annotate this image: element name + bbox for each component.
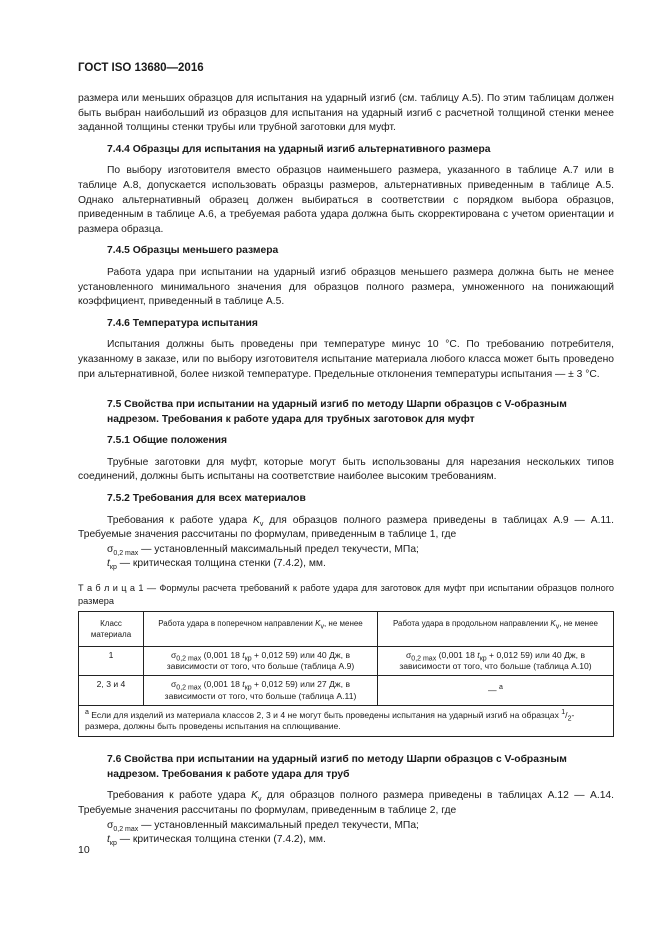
cell-class: 1 <box>79 647 144 676</box>
table-row <box>79 647 614 676</box>
header-class: Класс материала <box>79 612 144 647</box>
definition-t: $t_{кр}$ — критическая толщина стенки (7.4.2), мм. <box>107 834 326 848</box>
cell-longitudinal: $\sigma_{0,2 max}$ (0,001 18 $t_{кр} + 0,012$ 59) или 40 Дж, в зависимости от того, что больше (таблица А.10) <box>378 647 614 676</box>
section-7-4-6-heading: 7.4.6 Температура испытания <box>107 317 258 329</box>
section-7-4-5-heading: 7.4.5 Образцы меньшего размера <box>107 245 279 257</box>
cell-longitudinal: — $^a$ <box>378 676 614 705</box>
section-7-4-4-text: По выбору изготовителя вместо образцов наименьшего размера, указанного в таблице А.7 или в таблице А.8, допускается использовать образцы размеров, альтернативных приведенным в таблице А.5. Однако альтернативный образец должен выбираться в соответствии с порядком выбора образцов, приведенным в таблице А.6, а требуемая работа удара должна быть скорректирована с учетом ориентации и размера образца. <box>78 165 614 235</box>
section-7-5-1-text: Трубные заготовки для муфт, которые могут быть использованы для нарезания нескольких типов соединений, должны быть испытаны на соответствие наиболее высоким требованиям. <box>78 456 614 483</box>
intro-paragraph: размера или меньших образцов для испытания на ударный изгиб (см. таблицу А.5). По этим таблицам должен быть выбран наибольший из образцов для испытания на ударный изгиб с расчетной толщиной стенки менее заданной толщины стенки трубы или трубной заготовки для муфт. <box>78 93 614 134</box>
page-number: 10 <box>78 844 90 856</box>
section-7-6-text: Требования к работе удара $K_v$ для образцов полного размера приведены в таблицах А.12 — А.14. Требуемые значения рассчитаны по формулам, приведенным в таблице 2, где <box>78 790 615 817</box>
table-1-caption: Т а б л и ц а 1 — Формулы расчета требований к работе удара для заготовок для муфт при испытании образцов полного размера <box>78 583 614 607</box>
section-7-5-1-heading: 7.5.1 Общие положения <box>107 435 227 447</box>
section-7-4-6-text: Испытания должны быть проведены при температуре минус 10 °С. По требованию потребителя, указанному в заказе, или по выбору изготовителя испытание материала любого класса может быть проведено при альтернативной, более низкой температуре. Предельные отклонения температуры испытания — ± 3 °С. <box>78 339 614 380</box>
page-content <box>78 92 614 848</box>
table-header-row <box>79 612 614 647</box>
section-7-5-2-text: Требования к работе удара $K_v$ для образцов полного размера приведены в таблицах А.9 — А.11. Требуемые значения рассчитаны по формулам, приведенным в таблице 1, где <box>78 514 614 541</box>
section-7-5-heading: 7.5 Свойства при испытании на ударный изгиб по методу Шарпи образцов с V-образным надрезом. Требования к работе удара для трубных заготовок для муфт <box>107 399 567 425</box>
header-longitudinal: Работа удара в продольном направлении $K_v$, не менее <box>378 612 614 647</box>
section-7-4-5-text: Работа удара при испытании на ударный изгиб образцов меньшего размера должна быть не менее установленного минимального значения для образцов полного размера, умноженного на понижающий коэффициент, приведенный в таблице А.5. <box>78 266 614 308</box>
table-1 <box>78 611 614 737</box>
section-7-6-heading: 7.6 Свойства при испытании на ударный изгиб по методу Шарпи образцов с V-образным надрезом. Требования к работе удара для труб <box>107 754 567 780</box>
header-transverse: Работа удара в поперечном направлении $K_v$, не менее <box>144 612 378 647</box>
cell-transverse: $\sigma_{0,2 max}$ (0,001 18 $t_{кр} + 0,012$ 59) или 27 Дж, в зависимости от того, что больше (таблица А.11) <box>144 676 378 705</box>
table-row <box>79 676 614 705</box>
section-7-5-2-heading: 7.5.2 Требования для всех материалов <box>107 493 306 505</box>
cell-transverse: $\sigma_{0,2 max}$ (0,001 18 $t_{кр} + 0,012$ 59) или 40 Дж, в зависимости от того, что больше (таблица А.9) <box>144 647 378 676</box>
section-7-4-4-heading: 7.4.4 Образцы для испытания на ударный изгиб альтернативного размера <box>107 143 491 155</box>
definition-sigma: $\sigma_{0,2 max}$ — установленный максимальный предел текучести, МПа; <box>107 819 419 833</box>
document-header: ГОСТ ISO 13680—2016 <box>78 62 204 74</box>
definition-sigma: $\sigma_{0,2 max}$ — установленный максимальный предел текучести, МПа; <box>107 543 419 557</box>
table-footnote: $^a$ Если для изделий из материала классов 2, 3 и 4 не могут быть проведены испытания на ударный изгиб на образцах $^1/_2$-размера, должны быть проведены испытания на сплющивание. <box>79 705 614 736</box>
table-footnote-row <box>79 705 614 736</box>
cell-class: 2, 3 и 4 <box>79 676 144 705</box>
definition-t: $t_{кр}$ — критическая толщина стенки (7.4.2), мм. <box>107 558 326 572</box>
